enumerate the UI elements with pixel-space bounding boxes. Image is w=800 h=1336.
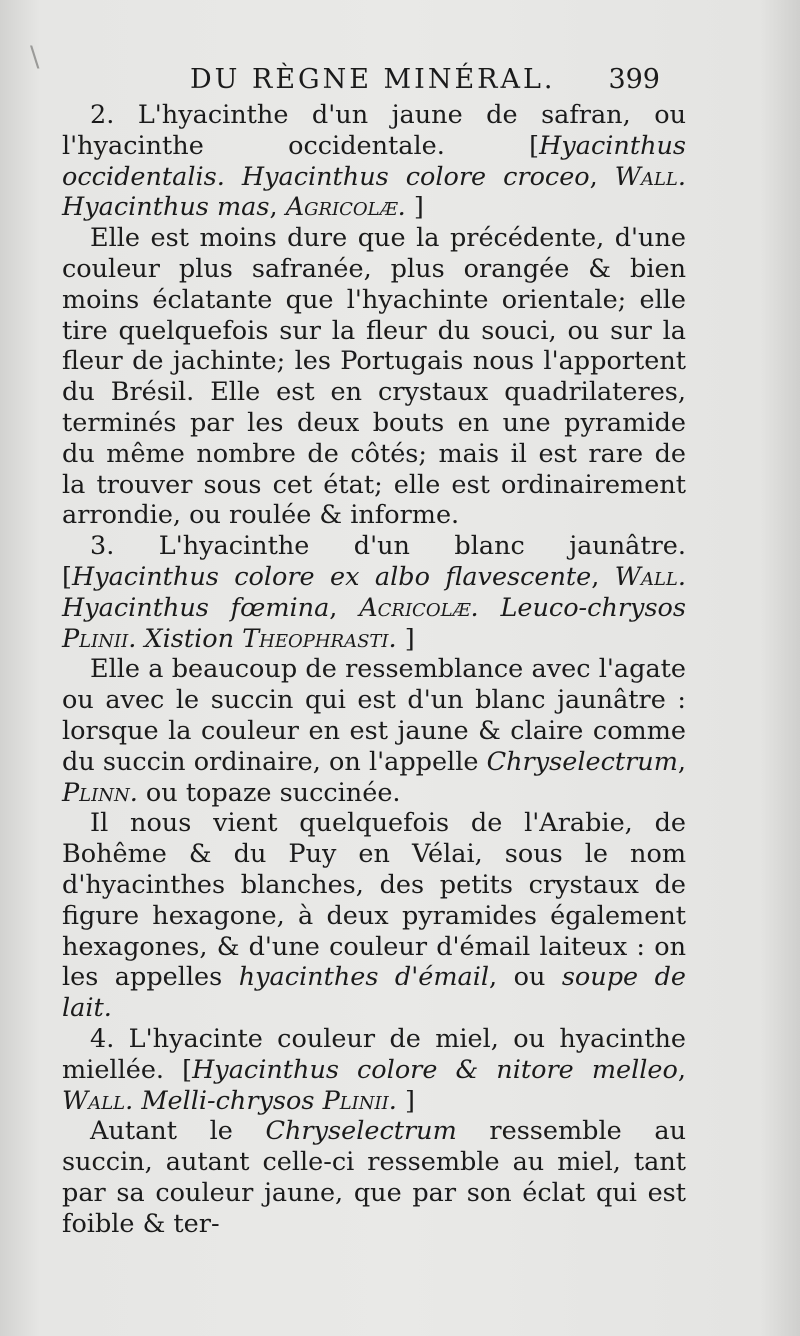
paragraph-text: Elle a beaucoup de ressemblance avec l'agate ou avec le succin qui est d'un blanc jaunâtre : lorsque la couleur en est jaune & claire comme du succin ordinaire, on l'appelle: [62, 654, 686, 777]
author-citation: Plinii.: [62, 623, 137, 654]
separator: ,: [329, 592, 360, 623]
paragraph-text: L'hyacinthe d'un jaune de safran, ou l'hyacinthe occidentale. [: [62, 100, 686, 161]
separator: [314, 1086, 322, 1116]
author-citation: Plinii.: [322, 1085, 397, 1116]
latin-name: Hyacinthus fœmina: [62, 592, 330, 623]
paragraph-text: ressemble au succin, autant celle-ci ressemble au miel, tant par sa couleur jaune, que par son éclat qui est foible & ter-: [62, 1116, 686, 1239]
separator: ,: [591, 561, 615, 592]
latin-name: Leuco-chrysos: [500, 592, 686, 623]
author-citation: Theophrasti.: [242, 623, 397, 654]
separator: ,: [589, 161, 615, 192]
latin-name: Chryselectrum: [265, 1116, 457, 1147]
latin-name: Hyacinthus mas: [62, 192, 270, 223]
paragraph-arabie: [62, 808, 686, 1024]
author-citation: Wall.: [614, 561, 686, 592]
latin-name: Hyacinthus colore ex albo flavescente: [71, 561, 592, 592]
body-text: [62, 100, 686, 1239]
latin-name: Hyacinthus colore & nitore melleo: [192, 1054, 678, 1085]
italic-term: hyacinthes d'émail: [238, 962, 490, 993]
author-citation: Plinn.: [62, 777, 138, 808]
separator: [234, 624, 242, 654]
paper-speck: \: [30, 40, 40, 73]
paragraph-item-3: [62, 531, 686, 654]
paragraph-text: , ou: [489, 962, 562, 993]
author-citation: Wall.: [62, 1085, 134, 1116]
paragraph-autant: [62, 1116, 686, 1239]
separator: ,: [269, 192, 286, 223]
paragraph-text: 3. L'hyacinthe d'un blanc jaunâtre. [: [62, 531, 686, 592]
paragraph-item-4: [62, 1024, 686, 1116]
latin-name: Hyacinthus occidentalis. Hyacinthus colore croceo: [62, 130, 686, 192]
page-number: 399: [608, 64, 660, 95]
latin-name: Chryselectrum: [486, 746, 678, 777]
paragraph-item-2: [62, 100, 686, 223]
separator: ,: [677, 1054, 686, 1085]
separator: ,: [677, 746, 686, 777]
running-title: DU RÈGNE MINÉRAL.: [190, 64, 556, 95]
paragraph-text: Il nous vient quelquefois de l'Arabie, de Bohême & du Puy en Vélai, sous le nom d'hyacinthes blanches, des petits crystaux de figure hexagone, à deux pyramides également hexagones, & d'une couleur d'émail laiteux : on les appelles: [62, 808, 686, 993]
paragraph-text: 4. L'hyacinte couleur de miel, ou hyacinthe miellée. [: [62, 1023, 686, 1085]
paragraph-text: ]: [396, 623, 415, 654]
paragraph-text: ou topaze succinée.: [137, 777, 401, 808]
separator: [479, 593, 501, 623]
paragraph-text: ]: [396, 1085, 415, 1116]
italic-term: soupe de lait.: [62, 962, 686, 1024]
author-citation: Acricolæ.: [359, 592, 479, 623]
item-number: 2.: [90, 100, 115, 130]
paragraph-text: Autant le: [90, 1116, 266, 1147]
author-citation: Agricolæ.: [285, 192, 406, 223]
latin-name: Xistion: [144, 623, 234, 654]
latin-name: Melli-chrysos: [141, 1085, 315, 1116]
author-citation: Wall.: [614, 161, 686, 192]
paragraph-description: Elle est moins dure que la précédente, d'une couleur plus safranée, plus orangée & bien moins éclatante que l'hyachinte orientale; elle tire quelquefois sur la fleur du souci, ou sur la fleur de jachinte; les Portugais nous l'apportent du Brésil. Elle est en crystaux quadrilateres, terminés par les deux bouts en une pyramide du même nombre de côtés; mais il est rare de la trouver sous cet état; elle est ordinairement arrondie, ou roulée & informe.: [62, 223, 686, 531]
running-header: [190, 64, 660, 96]
paragraph-text: ]: [405, 192, 424, 223]
paragraph-agate: [62, 654, 686, 808]
